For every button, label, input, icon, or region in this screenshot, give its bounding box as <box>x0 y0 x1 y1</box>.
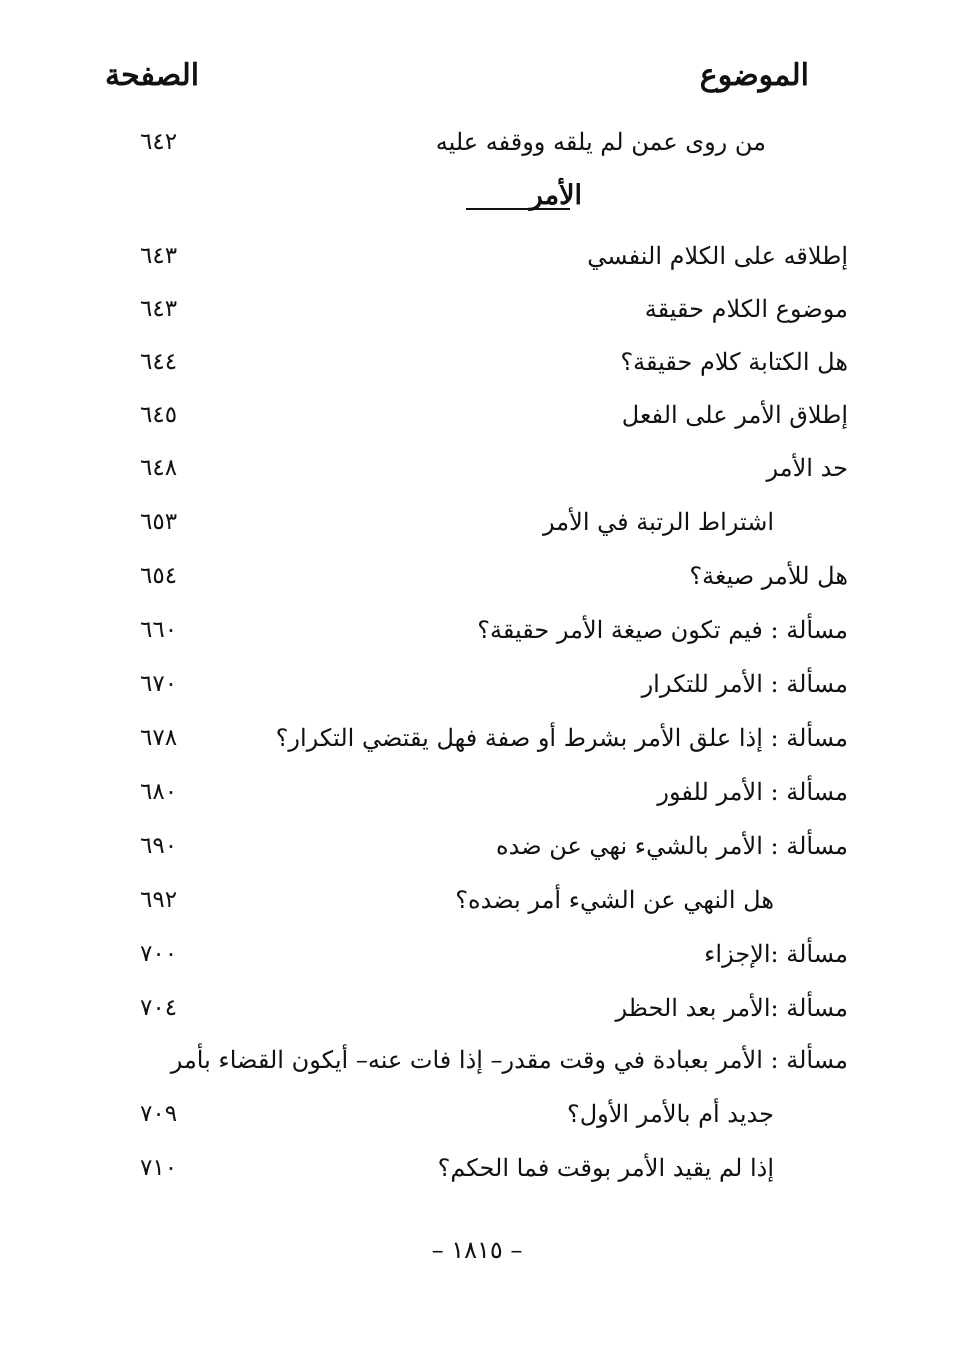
page-column-header: الصفحة <box>105 58 200 93</box>
toc-entry-page: ٦٧٠ <box>140 671 178 697</box>
toc-row <box>0 988 954 1028</box>
toc-row <box>0 1040 954 1080</box>
toc-entry-text: مسألة :الإجزاء <box>704 940 848 968</box>
toc-entry-page: ٧٠٩ <box>140 1101 178 1127</box>
toc-entry-page: ٧٠٠ <box>140 941 178 967</box>
toc-row <box>0 289 954 329</box>
toc-entry-text: من روى عمن لم يلقه ووقفه عليه <box>435 128 766 156</box>
toc-entry-text: مسألة : الأمر للفور <box>657 778 848 806</box>
toc-entry-page: ٦٤٣ <box>140 296 178 322</box>
toc-entry-text: هل للأمر صيغة؟ <box>689 562 848 590</box>
topic-column-header: الموضوع <box>699 58 809 93</box>
toc-entry-page: ٦٤٢ <box>140 129 178 155</box>
toc-entry-page: ٦٧٨ <box>140 725 178 751</box>
toc-entry-page: ٦٥٣ <box>140 509 178 535</box>
toc-entry-text: مسألة : فيم تكون صيغة الأمر حقيقة؟ <box>477 616 848 644</box>
toc-entry-page: ٧٠٤ <box>140 995 178 1021</box>
toc-entry-text: مسألة :الأمر بعد الحظر <box>615 994 848 1022</box>
toc-entry-page: ٦٤٤ <box>140 349 178 375</box>
toc-row <box>0 610 954 650</box>
toc-row <box>0 880 954 920</box>
toc-row <box>0 556 954 596</box>
toc-entry-page: ٦٤٥ <box>140 402 178 428</box>
toc-entry-page: ٧١٠ <box>140 1155 178 1181</box>
toc-entry-page: ٦٥٤ <box>140 563 178 589</box>
toc-entry-text: هل الكتابة كلام حقيقة؟ <box>620 348 848 376</box>
toc-entry-page: ٦٦٠ <box>140 617 178 643</box>
toc-entry-text: إطلاق الأمر على الفعل <box>621 401 848 429</box>
toc-entry-text: مسألة : الأمر للتكرار <box>641 670 848 698</box>
toc-entry-text: مسألة : الأمر بالشيء نهي عن ضده <box>496 832 848 860</box>
toc-entry-text: هل النهي عن الشيء أمر بضده؟ <box>455 886 774 914</box>
toc-entry-page: ٦٩٢ <box>140 887 178 913</box>
toc-row <box>0 448 954 488</box>
toc-entry-text: اشتراط الرتبة في الأمر <box>543 508 774 536</box>
toc-row <box>0 934 954 974</box>
toc-entry-text: إطلاقه على الكلام النفسي <box>587 242 848 270</box>
toc-row <box>0 772 954 812</box>
toc-row <box>0 1148 954 1188</box>
toc-entry-page: ٦٩٠ <box>140 833 178 859</box>
toc-row <box>0 826 954 866</box>
page-number-footer: – ١٨١٥ – <box>431 1236 523 1264</box>
toc-entry-text: حد الأمر <box>766 454 848 482</box>
toc-entry-text: مسألة : الأمر بعبادة في وقت مقدر– إذا فات عنه– أيكون القضاء بأمر <box>170 1046 848 1074</box>
toc-row <box>0 122 954 162</box>
toc-entry-page: ٦٤٨ <box>140 455 178 481</box>
toc-row <box>0 342 954 382</box>
toc-entry-text: مسألة : إذا علق الأمر بشرط أو صفة فهل يقتضي التكرار؟ <box>275 724 848 752</box>
toc-row <box>0 1094 954 1134</box>
toc-entry-page: ٦٤٣ <box>140 243 178 269</box>
toc-row <box>0 502 954 542</box>
toc-row <box>0 395 954 435</box>
toc-entry-page: ٦٨٠ <box>140 779 178 805</box>
section-title: الأمر <box>529 180 582 211</box>
toc-entry-text: إذا لم يقيد الأمر بوقت فما الحكم؟ <box>437 1154 774 1182</box>
toc-entry-text: جديد أم بالأمر الأول؟ <box>566 1100 774 1128</box>
section-title-underline <box>466 208 570 210</box>
toc-row <box>0 664 954 704</box>
toc-entry-text: موضوع الكلام حقيقة <box>644 295 848 323</box>
toc-row <box>0 236 954 276</box>
toc-row <box>0 718 954 758</box>
